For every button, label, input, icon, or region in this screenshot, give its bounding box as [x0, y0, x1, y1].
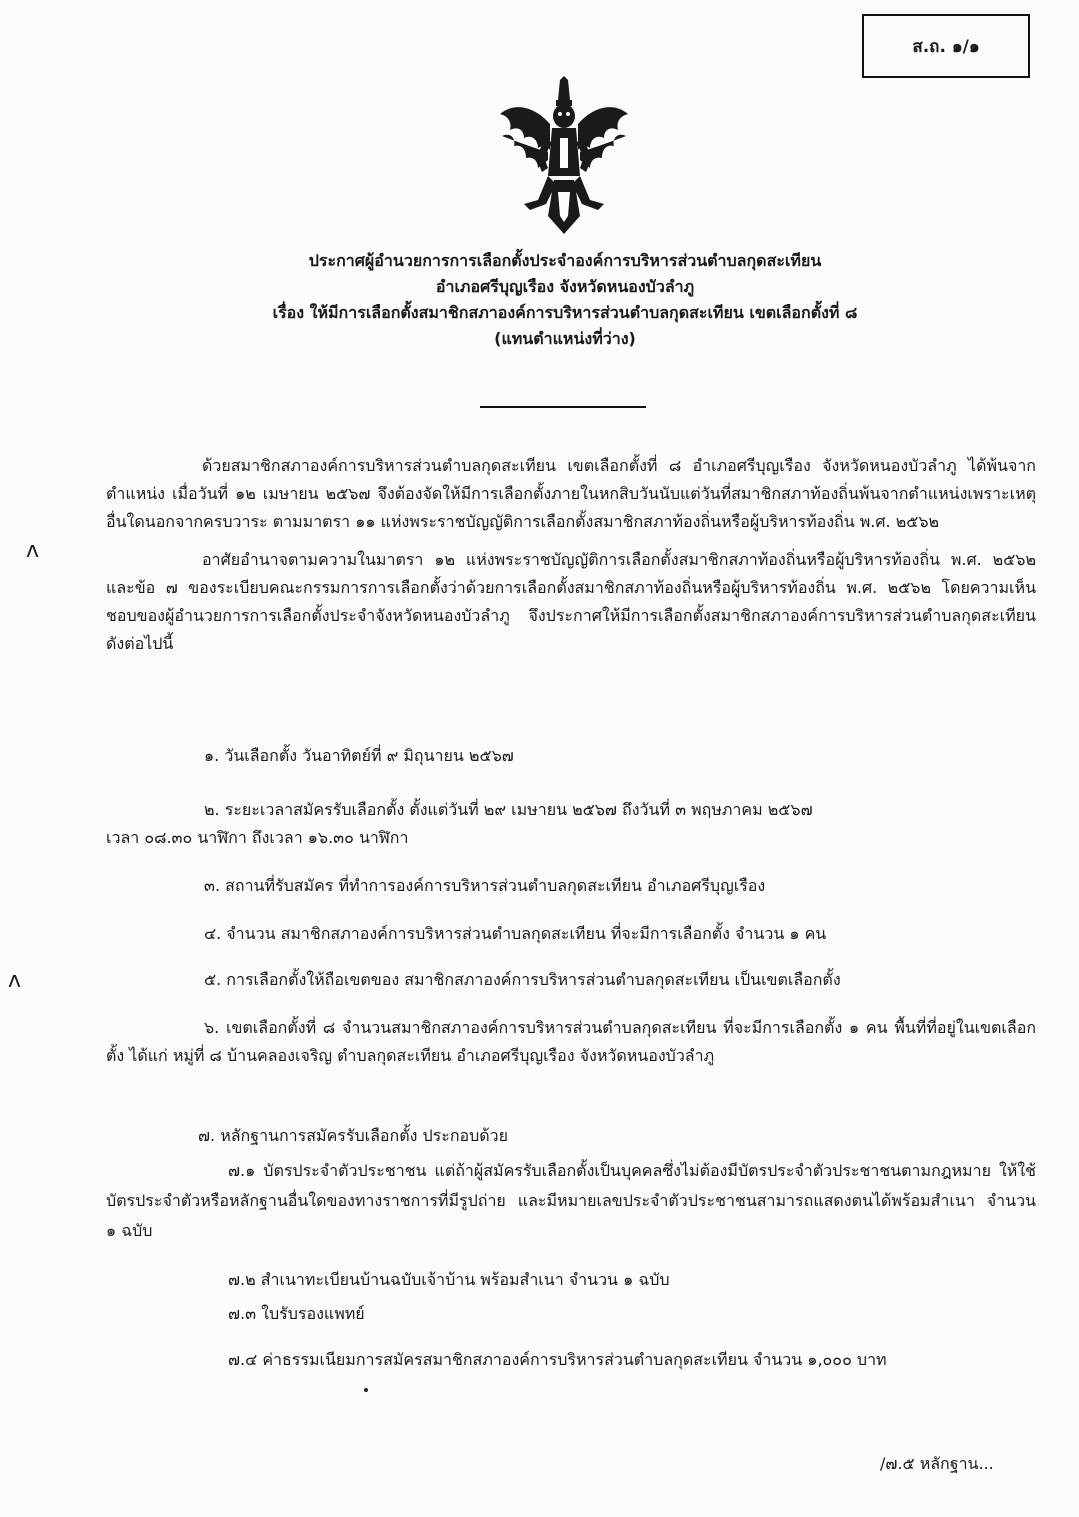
item-7-4: ๗.๔ ค่าธรรมเนียมการสมัครสมาชิกสภาองค์การบริหารส่วนตำบลกุดสะเทียน จำนวน ๑,๐๐๐ บาท	[228, 1350, 887, 1369]
item-7-2: ๗.๒ สำเนาทะเบียนบ้านฉบับเจ้าบ้าน พร้อมสำเนา จำนวน ๑ ฉบับ	[228, 1270, 670, 1289]
item-4: ๔. จำนวน สมาชิกสภาองค์การบริหารส่วนตำบลกุดสะเทียน ที่จะมีการเลือกตั้ง จำนวน ๑ คน	[204, 924, 827, 943]
form-code: ส.ถ. ๑/๑	[912, 36, 980, 57]
form-code-box	[862, 14, 1030, 78]
heading-line-4: (แทนตำแหน่งที่ว่าง)	[494, 329, 636, 348]
item-2-time: เวลา ๐๘.๓๐ นาฬิกา ถึงเวลา ๑๖.๓๐ นาฬิกา	[106, 828, 409, 847]
item-2: ๒. ระยะเวลาสมัครรับเลือกตั้ง ตั้งแต่วันที่ ๒๙ เมษายน ๒๕๖๗ ถึงวันที่ ๓ พฤษภาคม ๒๕๖๗	[204, 800, 813, 819]
item-1: ๑. วันเลือกตั้ง วันอาทิตย์ที่ ๙ มิถุนายน ๒๕๖๗	[204, 746, 514, 765]
paragraph-1: ด้วยสมาชิกสภาองค์การบริหารส่วนตำบลกุดสะเทียน เขตเลือกตั้งที่ ๘ อำเภอศรีบุญเรือง จังหวัดหนองบัวลำภู ได้พ้นจากตำแหน่ง เมื่อวันที่ ๑๒ เมษายน ๒๕๖๗ จึงต้องจัดให้มีการเลือกตั้งภายในหกสิบวันนับแต่วันที่สมาชิกสภาท้องถิ่นพ้นจากตำแหน่งเพราะเหตุอื่นใดนอกจากครบวาระ ตามมาตรา ๑๑ แห่งพระราชบัญญัติการเลือกตั้งสมาชิกสภาท้องถิ่นหรือผู้บริหารท้องถิ่น พ.ศ. ๒๕๖๒	[106, 456, 1036, 531]
heading-divider	[480, 406, 646, 408]
garuda-emblem-icon	[494, 76, 634, 236]
announcement-body	[106, 452, 1036, 658]
item-7-1: ๗.๑ บัตรประจำตัวประชาชน แต่ถ้าผู้สมัครรับเลือกตั้งเป็นบุคคลซึ่งไม่ต้องมีบัตรประจำตัวประชาชนตามกฎหมาย ให้ใช้บัตรประจำตัวหรือหลักฐานอื่นใดของทางราชการที่มีรูปถ่าย และมีหมายเลขประจำตัวประชาชนสามารถแสดงตนได้พร้อมสำเนา จำนวน ๑ ฉบับ	[106, 1161, 1036, 1240]
item-6: ๖. เขตเลือกตั้งที่ ๘ จำนวนสมาชิกสภาองค์การบริหารส่วนตำบลกุดสะเทียน ที่จะมีการเลือกตั้ง ๑ คน พื้นที่ที่อยู่ในเขตเลือกตั้ง ได้แก่ หมู่ที่ ๘ บ้านคลองเจริญ ตำบลกุดสะเทียน อำเภอศรีบุญเรือง จังหวัดหนองบัวลำภู	[106, 1018, 1036, 1065]
margin-mark-2: ʌ	[8, 968, 22, 993]
item-3: ๓. สถานที่รับสมัคร ที่ทำการองค์การบริหารส่วนตำบลกุดสะเทียน อำเภอศรีบุญเรือง	[204, 876, 766, 895]
continuation-footer: /๗.๕ หลักฐาน...	[880, 1454, 994, 1473]
heading-line-2: อำเภอศรีบุญเรือง จังหวัดหนองบัวลำภู	[435, 277, 695, 296]
item-5: ๕. การเลือกตั้งให้ถือเขตของ สมาชิกสภาองค์การบริหารส่วนตำบลกุดสะเทียน เป็นเขตเลือกตั้ง	[204, 970, 841, 989]
heading-line-3: เรื่อง ให้มีการเลือกตั้งสมาชิกสภาองค์การบริหารส่วนตำบลกุดสะเทียน เขตเลือกตั้งที่ ๘	[272, 303, 858, 322]
heading-line-1: ประกาศผู้อำนวยการการเลือกตั้งประจำองค์การบริหารส่วนตำบลกุดสะเทียน	[308, 251, 822, 270]
margin-mark-1: ʌ	[26, 538, 40, 563]
ink-speck	[364, 1388, 368, 1392]
paragraph-2: อาศัยอำนาจตามความในมาตรา ๑๒ แห่งพระราชบัญญัติการเลือกตั้งสมาชิกสภาท้องถิ่นหรือผู้บริหารท้องถิ่น พ.ศ. ๒๕๖๒ และข้อ ๗ ของระเบียบคณะกรรมการการเลือกตั้งว่าด้วยการเลือกตั้งสมาชิกสภาท้องถิ่นหรือผู้บริหารท้องถิ่น พ.ศ. ๒๕๖๒ โดยความเห็นชอบของผู้อำนวยการการเลือกตั้งประจำจังหวัดหนองบัวลำภู จึงประกาศให้มีการเลือกตั้งสมาชิกสภาองค์การบริหารส่วนตำบลกุดสะเทียน ดังต่อไปนี้	[106, 550, 1037, 653]
item-7-3: ๗.๓ ใบรับรองแพทย์	[228, 1304, 365, 1323]
announcement-heading	[150, 248, 980, 352]
item-7: ๗. หลักฐานการสมัครรับเลือกตั้ง ประกอบด้วย	[198, 1126, 509, 1145]
